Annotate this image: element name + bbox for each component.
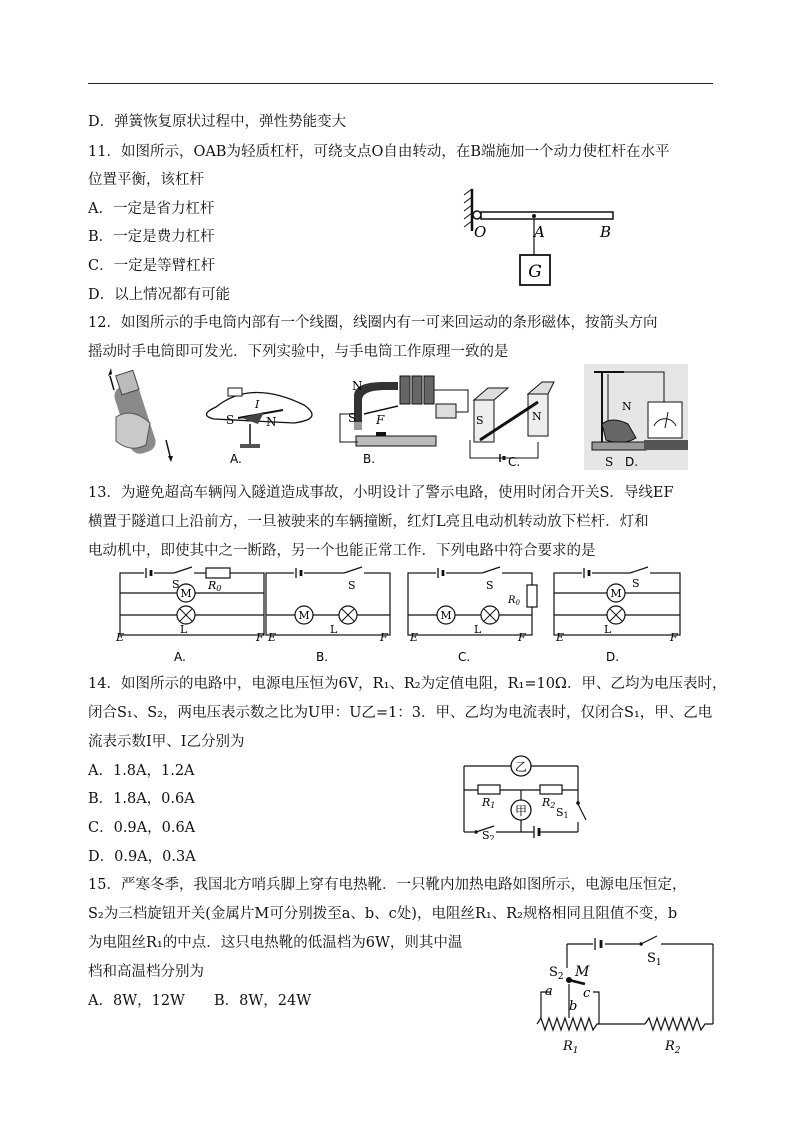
- exp-a-label-n: N: [266, 415, 277, 429]
- s2-switch-label: $S_2$: [549, 965, 564, 982]
- r1-label: R1: [482, 796, 496, 810]
- q12-figures: [108, 362, 698, 474]
- flashlight-figure: [108, 368, 173, 462]
- circuit-d-switch-label: S: [632, 577, 640, 590]
- q15-stem-line3: 为电阻丝R₁的中点．这只电热靴的低温档为6W，则其中温: [88, 935, 463, 951]
- q11-option-c: C．一定是等臂杠杆: [88, 258, 216, 274]
- circuit-c-e-label: E: [410, 631, 419, 644]
- q10-option-d: D．弹簧恢复原状过程中，弹性势能变大: [88, 114, 347, 130]
- exp-d-caption: D.: [625, 455, 639, 469]
- circuit-c-switch-label: S: [486, 579, 494, 592]
- experiment-a-figure: [206, 388, 312, 448]
- q14-stem-line3: 流表示数I甲、I乙分别为: [88, 734, 245, 750]
- lever-label-g: G: [528, 262, 542, 282]
- q14-stem-line1: 14．如图所示的电路中，电源电压恒为6V，R₁、R₂为定值电阻，R₁=10Ω．甲、乙均为电压表时，: [88, 676, 727, 692]
- circuit-a-lamp-label: L: [180, 623, 188, 636]
- exp-a-label-s: S: [226, 413, 235, 427]
- exp-a-label-i: I: [255, 398, 260, 411]
- circuit-c-f-label: F: [518, 631, 526, 644]
- experiment-b-figure: [340, 376, 468, 446]
- circuit-b-lamp-label: L: [330, 623, 338, 636]
- q14-circuit: [456, 752, 596, 840]
- exp-c-label-s: S: [476, 414, 484, 427]
- meter-jia-label: 甲: [514, 804, 528, 818]
- circuit-d-caption: D.: [606, 650, 620, 664]
- circuit-b: [266, 567, 390, 644]
- circuit-a-f-label: F: [256, 631, 264, 644]
- circuit-a-switch-label: S: [172, 578, 180, 591]
- circuit-a-caption: A.: [174, 650, 186, 664]
- circuit-d-f-label: F: [670, 631, 678, 644]
- metal-strip-label: M: [575, 964, 590, 980]
- q13-stem-line3: 电动机中，即使其中之一断路，另一个也能正常工作．下列电路中符合要求的是: [88, 543, 596, 559]
- q11-option-b: B．一定是费力杠杆: [88, 229, 215, 245]
- circuit-a-motor-label: M: [180, 587, 192, 600]
- q15-circuit: [527, 932, 717, 1056]
- exp-b-label-f: F: [376, 413, 385, 427]
- q15-options: A．8W，12W B．8W，24W: [88, 993, 312, 1009]
- circuit-b-caption: B.: [316, 650, 329, 664]
- q15-stem-line4: 档和高温档分别为: [88, 964, 204, 980]
- lever-label-a: A: [534, 223, 545, 241]
- circuit-d-motor-label: M: [610, 587, 622, 600]
- s1-label: S1: [556, 806, 569, 820]
- q11-option-a: A．一定是省力杠杆: [88, 201, 215, 217]
- lever-figure: [458, 185, 623, 295]
- q14-stem-line2: 闭合S₁、S₂，两电压表示数之比为U甲：U乙=1：3．甲、乙均为电流表时，仅闭合S₁，甲、乙电: [88, 705, 713, 721]
- q14-option-d: D．0.9A，0.3A: [88, 849, 196, 865]
- circuit-d-e-label: E: [556, 631, 565, 644]
- circuit-a-r0-label: R0: [208, 579, 222, 593]
- exp-d-label-s: S: [605, 455, 614, 469]
- s2-label: S2: [482, 829, 495, 840]
- r2-label: R2: [542, 796, 556, 810]
- q12-stem-line1: 12．如图所示的手电筒内部有一个线圈，线圈内有一可来回运动的条形磁体，按箭头方向: [88, 315, 658, 331]
- q11-stem-line1: 11．如图所示，OAB为轻质杠杆，可绕支点O自由转动，在B端施加一个动力使杠杆在水平: [88, 144, 670, 160]
- exp-b-caption: B.: [363, 452, 376, 466]
- circuit-b-motor-label: M: [298, 609, 310, 622]
- circuit-a-e-label: E: [116, 631, 125, 644]
- exp-c-label-n: N: [532, 410, 542, 423]
- exp-d-label-n: N: [622, 400, 632, 413]
- contact-a-label: a: [545, 984, 553, 999]
- circuit-d-lamp-label: L: [604, 623, 612, 636]
- q15-stem-line2: S₂为三档旋钮开关(金属片M可分别拨至a、b、c处)，电阻丝R₁、R₂规格相同且阻值不变，b: [88, 906, 678, 922]
- meter-yi-label: 乙: [514, 760, 528, 774]
- q14-option-a: A．1.8A，1.2A: [88, 763, 195, 779]
- circuit-b-f-label: F: [380, 631, 388, 644]
- q13-stem-line1: 13．为避免超高车辆闯入隧道造成事故，小明设计了警示电路，使用时闭合开关S．导线EF: [88, 485, 674, 501]
- circuit-c-motor-label: M: [440, 609, 452, 622]
- lever-label-o: O: [474, 223, 487, 241]
- header-rule: [88, 83, 713, 84]
- q14-option-b: B．1.8A，0.6A: [88, 791, 195, 807]
- q11-option-d: D．以上情况都有可能: [88, 287, 231, 303]
- q15-stem-line1: 15．严寒冬季，我国北方哨兵脚上穿有电热靴．一只靴内加热电路如图所示，电源电压恒定，: [88, 877, 687, 893]
- experiment-c-figure: [470, 382, 554, 462]
- exp-a-caption: A.: [230, 452, 242, 466]
- q11-stem-line2: 位置平衡，该杠杆: [88, 172, 204, 188]
- exp-c-caption: C.: [508, 455, 521, 469]
- circuit-c-r0-label: $R_0$: [508, 595, 520, 607]
- s1-switch-label: $S_1$: [647, 951, 662, 968]
- contact-c-label: c: [583, 986, 591, 1001]
- exp-b-label-s: S: [348, 411, 357, 425]
- circuit-c-caption: C.: [458, 650, 471, 664]
- exp-b-label-n: N: [352, 379, 363, 393]
- circuit-c-lamp-label: L: [474, 623, 482, 636]
- q13-stem-line2: 横置于隧道口上沿前方，一旦被驶来的车辆撞断，红灯L亮且电动机转动放下栏杆．灯和: [88, 514, 649, 530]
- circuit-d: [554, 567, 680, 644]
- circuit-c: [408, 567, 537, 644]
- lever-label-b: B: [600, 223, 612, 241]
- q12-stem-line2: 摇动时手电筒即可发光．下列实验中，与手电筒工作原理一致的是: [88, 344, 509, 360]
- circuit-a: [115, 567, 264, 644]
- r2-heater-label: $R_2$: [665, 1039, 681, 1056]
- circuit-b-switch-label: S: [348, 579, 356, 592]
- q14-option-c: C．0.9A，0.6A: [88, 820, 196, 836]
- q13-circuits: [108, 565, 698, 665]
- contact-b-label: b: [569, 999, 578, 1014]
- circuit-b-e-label: E: [268, 631, 277, 644]
- r1-heater-label: $R_1$: [563, 1039, 579, 1056]
